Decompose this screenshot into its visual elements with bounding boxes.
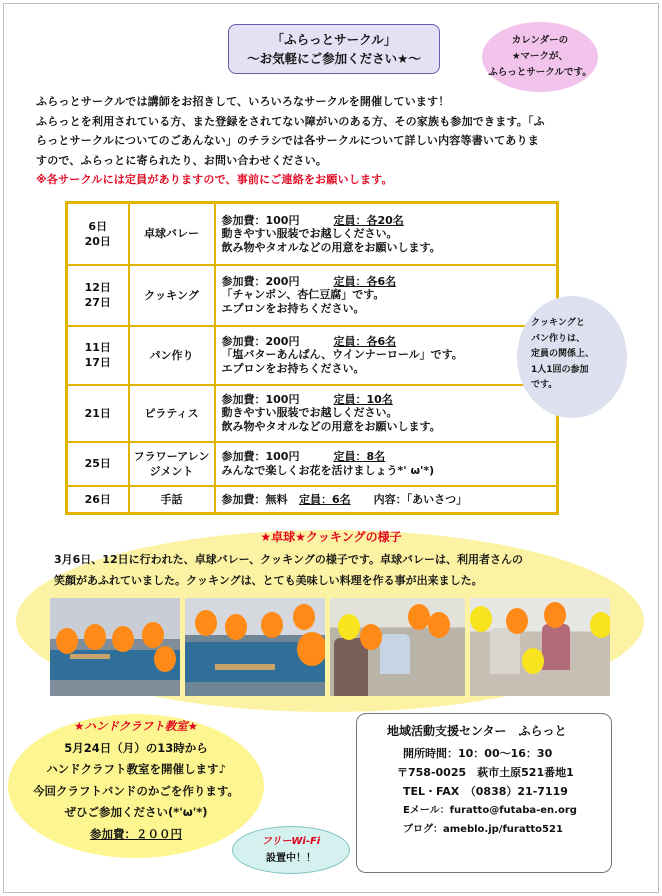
cooking-note-line: クッキングと (531, 318, 585, 328)
schedule-row (67, 385, 558, 442)
schedule-row (67, 486, 558, 514)
intro-text (36, 92, 626, 190)
intro-line: すので、ふらっとに寄られたり、お問い合わせください。 (36, 153, 327, 167)
handcraft-line: 今回クラフトバンドのかごを作ります。 (33, 783, 239, 798)
report-title: ★卓球★クッキングの様子 (260, 530, 402, 544)
schedule-detail: 参加費：100円 定員：8名 みんなで楽しくお花を活けましょう*' ω'*) (215, 442, 558, 486)
schedule-detail: 参加費：100円 定員：10名 動きやすい服装でお越しください。 飲み物やタオルなどの用意をお願いします。 (215, 385, 558, 442)
schedule-date: 11日 17日 (67, 326, 129, 385)
photo-cooking-2 (470, 598, 610, 696)
wifi-status: 設置中！！ (266, 853, 316, 864)
handcraft-line: 5月24日（月）の13時から (64, 740, 208, 755)
schedule-date: 25日 (67, 442, 129, 486)
calendar-note-bubble (482, 22, 598, 92)
handcraft-text (8, 716, 264, 845)
schedule-row (67, 442, 558, 486)
title-line1: 「ふらっとサークル」 (271, 32, 397, 47)
handcraft-fee: 参加費：２００円 (90, 826, 182, 841)
schedule-date: 12日 27日 (67, 265, 129, 326)
cooking-note-line: 定員の関係上、 (531, 349, 595, 359)
schedule-name: ピラティス (129, 385, 215, 442)
schedule-detail: 参加費：200円 定員：各6名 「塩バターあんぱん、ウインナーロール」です。 エプロンをお持ちください。 (215, 326, 558, 385)
intro-line: ふらっとサークルでは講師をお招きして、いろいろなサークルを開催しています！ (36, 95, 450, 108)
photo-table-volleyball-1 (50, 598, 180, 696)
wifi-title: フリーWi-Fi (261, 836, 321, 847)
intro-line: らっとサークルについてのごあんない」のチラシでは各サークルについて詳しい内容等書いてありま (36, 134, 539, 147)
notice-text: ※各サークルには定員がありますので、事前にご連絡をお願いします。 (36, 173, 393, 186)
intro-line: ふらっとを利用されている方、また登録をされてない障がいのある方、その家族も参加できます。「ふ (36, 114, 545, 128)
schedule-table (65, 201, 559, 515)
calendar-note-line: ふらっとサークルです。 (488, 67, 592, 78)
photo-table-volleyball-2 (185, 598, 325, 696)
cooking-note-line: 1人1回の参加 (531, 364, 589, 375)
center-address: 〒758-0025 萩市土原521番地1 (397, 766, 574, 779)
handcraft-line: ぜひご参加ください(*'ω'*) (64, 805, 208, 819)
schedule-date: 6日 20日 (67, 203, 129, 265)
schedule-row (67, 203, 558, 265)
calendar-note-line: カレンダーの (511, 35, 569, 46)
title-line2: ～お気軽にご参加ください★～ (247, 51, 421, 66)
cooking-note-bubble (517, 296, 627, 418)
schedule-row (67, 326, 558, 385)
center-tel: TEL・FAX （0838）21-7119 (403, 785, 568, 798)
calendar-note-line: ★マークが、 (511, 51, 569, 62)
schedule-detail: 参加費：無料 定員：6名 内容：「あいさつ」 (215, 486, 558, 514)
photo-cooking-1 (330, 598, 465, 696)
cooking-note-line: パン作りは、 (531, 333, 586, 344)
center-info-box (356, 713, 612, 873)
center-hours: 開所時間：10：00～16：30 (403, 747, 553, 760)
handcraft-line: ハンドクラフト教室を開催します♪ (46, 762, 226, 776)
schedule-date: 26日 (67, 486, 129, 514)
schedule-detail: 参加費：200円 定員：各6名 「チャンポン、杏仁豆腐」です。 エプロンをお持ちください。 (215, 265, 558, 326)
schedule-name: 卓球バレー (129, 203, 215, 265)
schedule-name: パン作り (129, 326, 215, 385)
report-text: 3月6日、12日に行われた、卓球バレー、クッキングの様子です。卓球バレーは、利用者さんの 笑顔があふれていました。クッキングは、とても美味しい料理を作る事が出来ました。 (54, 553, 523, 587)
schedule-name: 手話 (129, 486, 215, 514)
wifi-bubble (232, 826, 350, 874)
page-title (228, 24, 440, 74)
center-name: 地域活動支援センター ふらっと (387, 724, 567, 738)
schedule-date: 21日 (67, 385, 129, 442)
cooking-note-line: です。 (531, 380, 558, 390)
schedule-name: クッキング (129, 265, 215, 326)
schedule-row (67, 265, 558, 326)
schedule-name: フラワーアレンジメント (129, 442, 215, 486)
schedule-detail: 参加費：100円 定員：各20名 動きやすい服装でお越しください。 飲み物やタオルなどの用意をお願いします。 (215, 203, 558, 265)
center-blog: ブログ：ameblo.jp/furatto521 (403, 824, 563, 835)
handcraft-title: ★ハンドクラフト教室★ (74, 719, 198, 733)
center-email: Eメール：furatto@futaba-en.org (403, 805, 577, 816)
